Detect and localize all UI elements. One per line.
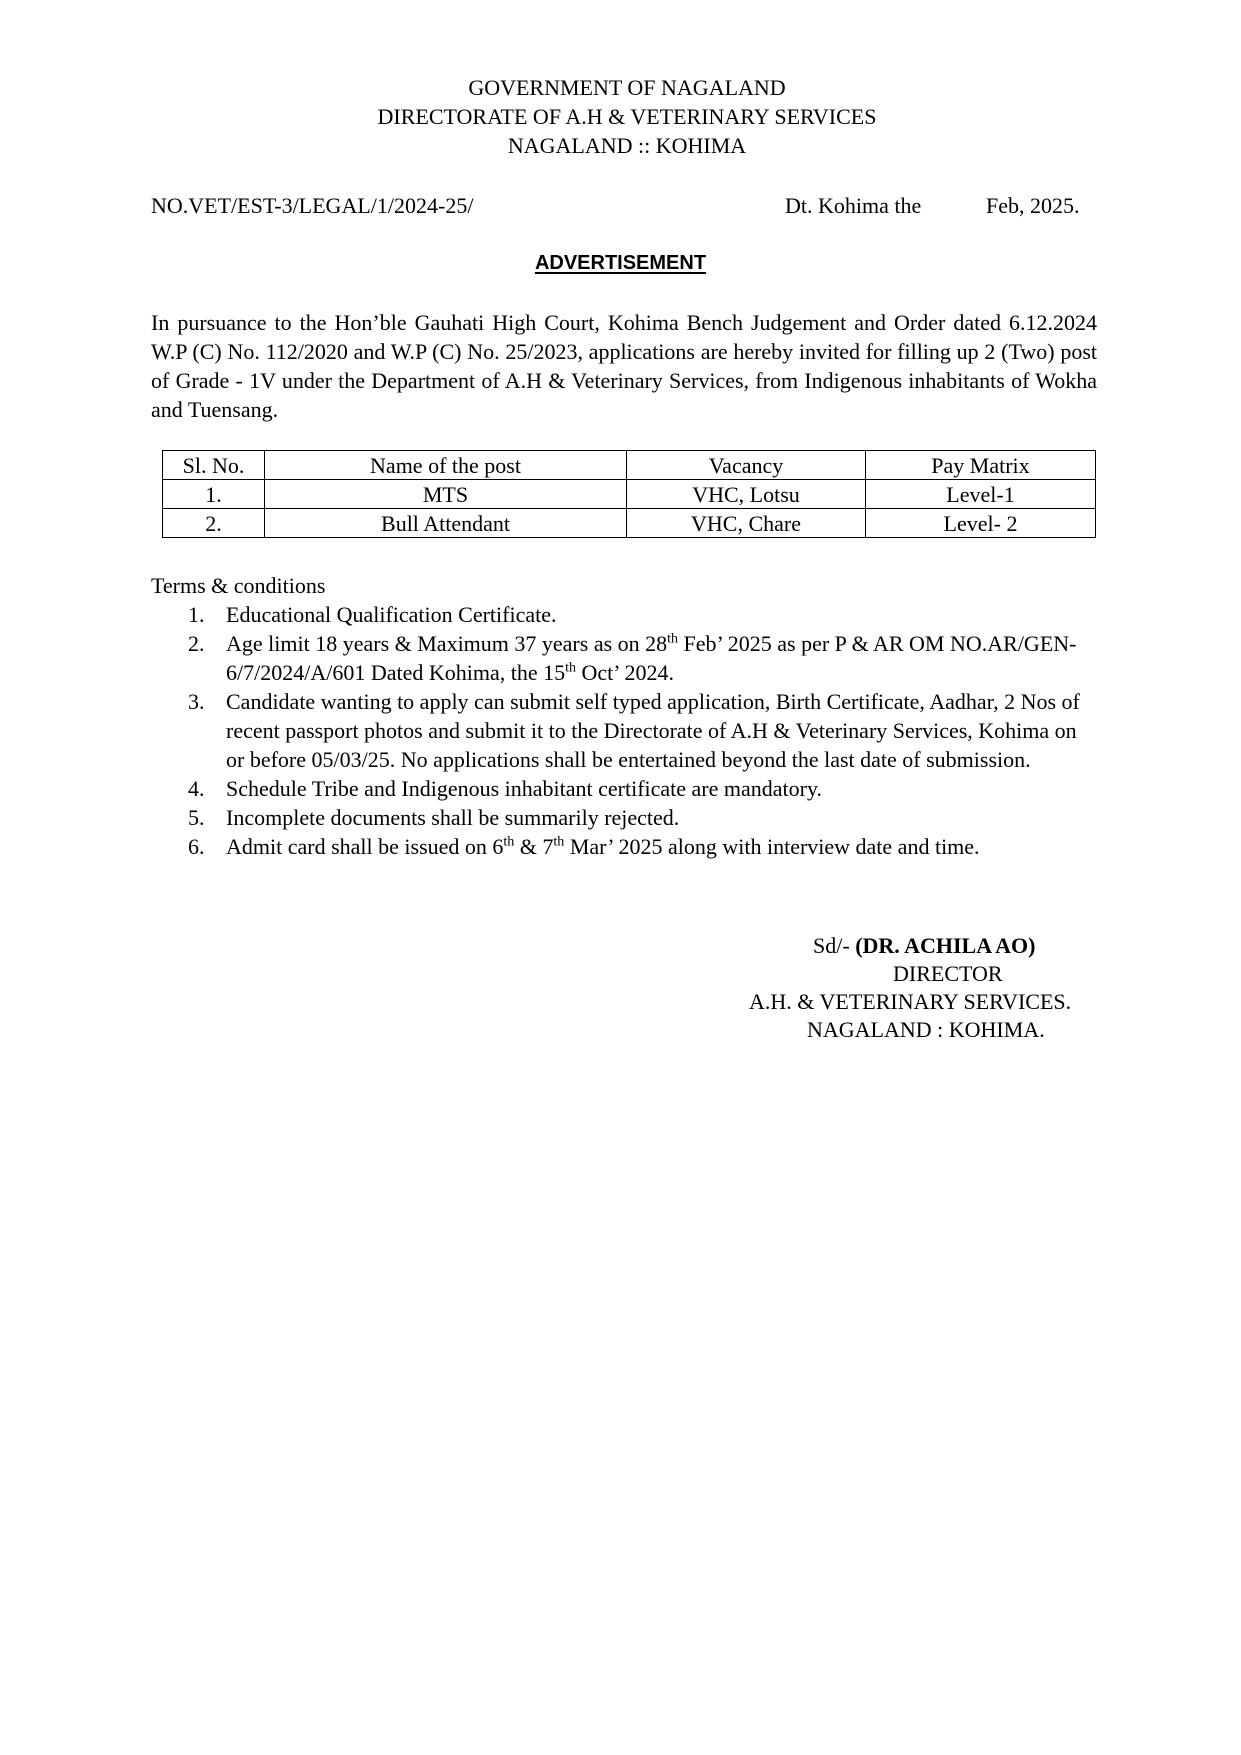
list-item	[151, 832, 1097, 861]
posts-table	[162, 450, 1096, 538]
list-item-text: Educational Qualification Certificate.	[226, 602, 557, 627]
signature-block	[0, 931, 1241, 1051]
table-header-row	[163, 451, 1096, 480]
terms-heading: Terms & conditions	[151, 573, 326, 598]
list-item-number: 1.	[188, 602, 205, 627]
reference-number: NO.VET/EST-3/LEGAL/1/2024-25/	[151, 193, 474, 218]
list-item	[151, 803, 1097, 832]
table-cell: VHC, Chare	[627, 509, 866, 538]
signature-name: (DR. ACHILA AO)	[855, 933, 1036, 958]
table-cell: 1.	[163, 480, 265, 509]
table-cell: 2.	[163, 509, 265, 538]
reference-date-prefix: Dt. Kohima the	[785, 193, 922, 218]
signature-designation: DIRECTOR	[893, 961, 1003, 986]
list-item	[151, 629, 1097, 687]
reference-line	[151, 191, 1097, 220]
list-item-number: 3.	[188, 689, 205, 714]
list-item-number: 2.	[188, 631, 205, 656]
advertisement-title: ADVERTISEMENT	[534, 252, 707, 274]
letterhead-location: NAGALAND :: KOHIMA	[507, 133, 747, 158]
list-item	[151, 687, 1097, 774]
signature-office: A.H. & VETERINARY SERVICES.	[749, 989, 1072, 1014]
list-item-text: Age limit 18 years & Maximum 37 years as on 28th Feb’ 2025 as per P & AR OM NO.AR/GEN-6/7/2024/A/601 Dated Kohima, the 15th Oct’ 2024.	[226, 631, 1077, 685]
list-item-number: 6.	[188, 834, 205, 859]
list-item-text: Admit card shall be issued on 6th & 7th Mar’ 2025 along with interview date and time.	[226, 834, 980, 859]
letterhead-directorate: DIRECTORATE OF A.H & VETERINARY SERVICES	[377, 104, 877, 129]
signature-place: NAGALAND : KOHIMA.	[807, 1017, 1045, 1042]
table-cell: Bull Attendant	[265, 509, 627, 538]
list-item-number: 5.	[188, 805, 205, 830]
table-header-cell: Sl. No.	[163, 451, 265, 480]
table-row	[163, 509, 1096, 538]
reference-date-month: Feb, 2025.	[986, 193, 1080, 218]
table-header-cell: Pay Matrix	[866, 451, 1096, 480]
list-item	[151, 600, 1097, 629]
table-row	[163, 480, 1096, 509]
table-cell: MTS	[265, 480, 627, 509]
list-item-text: Candidate wanting to apply can submit self typed application, Birth Certificate, Aadhar, 2 Nos of recent passport photos and submit it to the Directorate of A.H & Veterinary Services, Kohima on or before 05/03/25. No applications shall be entertained beyond the last date of submission.	[226, 689, 1080, 772]
table-header-cell: Vacancy	[627, 451, 866, 480]
terms-list	[151, 600, 1097, 861]
letterhead-government: GOVERNMENT OF NAGALAND	[468, 75, 786, 100]
list-item-number: 4.	[188, 776, 205, 801]
list-item	[151, 774, 1097, 803]
list-item-text: Incomplete documents shall be summarily rejected.	[226, 805, 680, 830]
list-item-text: Schedule Tribe and Indigenous inhabitant certificate are mandatory.	[226, 776, 823, 801]
table-cell: Level-1	[866, 480, 1096, 509]
signature-name-line	[813, 931, 1035, 960]
table-header-cell: Name of the post	[265, 451, 627, 480]
letterhead	[0, 73, 1241, 160]
signature-sd: Sd/-	[813, 933, 850, 958]
table-cell: Level- 2	[866, 509, 1096, 538]
intro-paragraph: In pursuance to the Hon’ble Gauhati High Court, Kohima Bench Judgement and Order dated 6.12.2024 W.P (C) No. 112/2020 and W.P (C) No. 25/2023, applications are hereby invited for filling up 2 (Two) post of Grade - 1V under the Department of A.H & Veterinary Services, from Indigenous inhabitants of Wokha and Tuensang.	[151, 310, 1097, 422]
table-cell: VHC, Lotsu	[627, 480, 866, 509]
